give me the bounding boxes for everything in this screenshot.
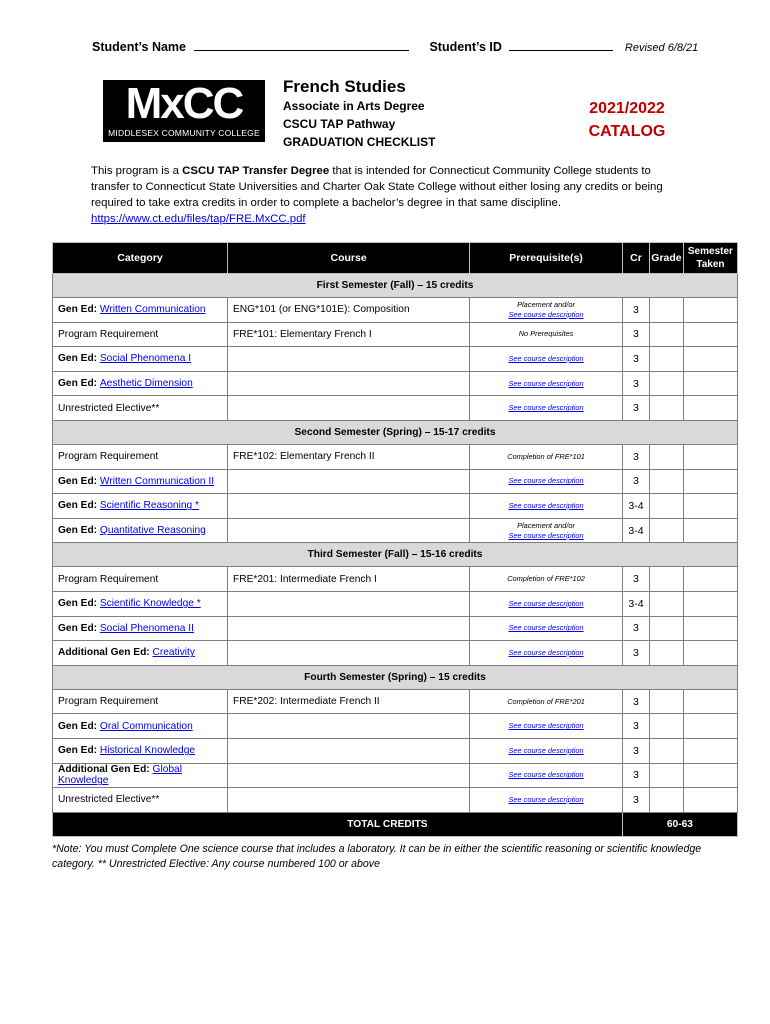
category-link[interactable]: Oral Communication: [99, 720, 193, 732]
prereq-text: Placement and/or: [517, 520, 575, 530]
course-description-link[interactable]: See course description: [508, 794, 584, 804]
credits-cell: 3: [622, 616, 649, 641]
semester-taken-cell[interactable]: [683, 616, 737, 641]
category-prefix: Gen Ed:: [58, 475, 100, 487]
category-cell: [53, 298, 228, 323]
category-text: Program Requirement: [58, 696, 159, 708]
prereq-cell: [470, 518, 623, 543]
semester-title: First Semester (Fall) – 15 credits: [53, 274, 738, 298]
category-cell: [53, 689, 228, 714]
semester-header-row: [53, 274, 738, 298]
logo-mark: MxCC: [125, 79, 243, 128]
category-link[interactable]: Quantitative Reasoning: [99, 525, 206, 537]
course-row: [53, 616, 738, 641]
credits-cell: 3: [622, 322, 649, 347]
prereq-cell: [470, 689, 623, 714]
category-text: Unrestricted Elective**: [58, 402, 160, 414]
prereq-text: Completion of FRE*101: [507, 451, 585, 461]
course-row: [53, 641, 738, 666]
category-cell: [53, 763, 228, 788]
credits-cell: 3: [622, 469, 649, 494]
checklist-title: GRADUATION CHECKLIST: [283, 135, 436, 149]
header-semester-line1: Semester: [687, 246, 733, 257]
course-cell[interactable]: [227, 518, 469, 543]
semester-title: Second Semester (Spring) – 15-17 credits: [53, 420, 738, 444]
credits-cell: 3: [622, 788, 649, 813]
header-grade: Grade: [650, 243, 684, 274]
category-text: Program Requirement: [58, 573, 159, 585]
semester-taken-cell[interactable]: [683, 714, 737, 739]
category-text: Program Requirement: [58, 328, 159, 340]
course-row: [53, 469, 738, 494]
semester-taken-cell[interactable]: [683, 738, 737, 763]
semester-taken-cell[interactable]: [683, 347, 737, 372]
header-category: Category: [53, 243, 228, 274]
student-id-field[interactable]: [509, 40, 613, 51]
grade-cell[interactable]: [650, 591, 684, 616]
category-cell: [53, 444, 228, 469]
course-row: [53, 494, 738, 519]
course-row: [53, 518, 738, 543]
category-cell: [53, 788, 228, 813]
category-prefix: Gen Ed:: [58, 745, 100, 757]
course-cell[interactable]: [227, 494, 469, 519]
category-prefix: Gen Ed:: [58, 720, 100, 732]
revised-date: Revised 6/8/21: [624, 42, 699, 54]
course-description-link[interactable]: See course description: [508, 745, 584, 755]
course-row: [53, 444, 738, 469]
semester-header-row: [53, 543, 738, 567]
prereq-cell: [470, 322, 623, 347]
course-description-link[interactable]: See course description: [508, 500, 584, 510]
header-prereq: Prerequisite(s): [470, 243, 623, 274]
header-cr: Cr: [622, 243, 649, 274]
course-cell[interactable]: FRE*201: Intermediate French I: [227, 567, 469, 592]
semester-header-row: [53, 665, 738, 689]
prereq-text: Placement and/or: [517, 299, 575, 309]
prereq-cell: [470, 714, 623, 739]
category-cell: [53, 347, 228, 372]
category-link[interactable]: Global Knowledge: [58, 764, 182, 787]
pathway-name: CSCU TAP Pathway: [283, 117, 396, 131]
course-cell[interactable]: [227, 371, 469, 396]
course-description-link[interactable]: See course description: [508, 309, 584, 319]
credits-cell: 3: [622, 763, 649, 788]
grade-cell[interactable]: [650, 298, 684, 323]
grade-cell[interactable]: [650, 518, 684, 543]
course-cell[interactable]: [227, 763, 469, 788]
semester-taken-cell[interactable]: [683, 689, 737, 714]
semester-taken-cell[interactable]: [683, 298, 737, 323]
prereq-cell: [470, 469, 623, 494]
category-prefix: Gen Ed:: [58, 525, 100, 537]
prereq-cell: [470, 567, 623, 592]
category-prefix: Additional Gen Ed:: [58, 764, 153, 776]
course-description-link[interactable]: See course description: [508, 623, 584, 633]
grade-cell[interactable]: [650, 763, 684, 788]
course-cell[interactable]: [227, 469, 469, 494]
category-cell: [53, 616, 228, 641]
semester-taken-cell[interactable]: [683, 322, 737, 347]
credits-cell: 3: [622, 396, 649, 421]
course-row: [53, 714, 738, 739]
prereq-text: Completion of FRE*201: [507, 696, 585, 706]
student-name-label: Student’s Name: [92, 40, 187, 54]
course-row: [53, 371, 738, 396]
course-description-link[interactable]: See course description: [508, 403, 584, 413]
prereq-cell: [470, 788, 623, 813]
course-cell[interactable]: [227, 641, 469, 666]
category-prefix: Gen Ed:: [58, 304, 100, 316]
category-link[interactable]: Scientific Reasoning *: [99, 500, 199, 512]
semester-taken-cell[interactable]: [683, 469, 737, 494]
category-text: Program Requirement: [58, 451, 159, 463]
prereq-cell: [470, 444, 623, 469]
college-logo: [103, 80, 265, 142]
grade-cell[interactable]: [650, 738, 684, 763]
prereq-cell: [470, 591, 623, 616]
total-credits-value: 60-63: [622, 812, 737, 836]
course-row: [53, 347, 738, 372]
course-description-link[interactable]: See course description: [508, 530, 584, 540]
semester-taken-cell[interactable]: [683, 763, 737, 788]
table-header-row: [53, 243, 738, 274]
category-cell: [53, 591, 228, 616]
category-cell: [53, 518, 228, 543]
category-prefix: Gen Ed:: [58, 353, 100, 365]
course-description-link[interactable]: See course description: [508, 476, 584, 486]
total-credits-label: TOTAL CREDITS: [53, 812, 623, 836]
semester-taken-cell[interactable]: [683, 591, 737, 616]
prereq-cell: [470, 616, 623, 641]
category-cell: [53, 738, 228, 763]
intro-text-2: that is intended for Connecticut Community College students to transfer to Connecticut State Universities and Charter Oak State College without either losing any credits or being required to take extra credits in order to complete a bachelor’s degree in that same discipline.: [91, 165, 663, 209]
course-cell[interactable]: FRE*102: Elementary French II: [227, 444, 469, 469]
grade-cell[interactable]: [650, 347, 684, 372]
course-row: [53, 738, 738, 763]
credits-cell: 3-4: [622, 494, 649, 519]
credits-cell: 3: [622, 567, 649, 592]
category-prefix: Additional Gen Ed:: [58, 647, 153, 659]
credits-cell: 3: [622, 738, 649, 763]
category-prefix: Gen Ed:: [58, 500, 100, 512]
prereq-text: Completion of FRE*102: [507, 574, 585, 584]
prereq-cell: [470, 396, 623, 421]
category-link[interactable]: Aesthetic Dimension: [99, 378, 193, 390]
prereq-text: No Prerequisites: [518, 329, 574, 339]
course-row: [53, 396, 738, 421]
grade-cell[interactable]: [650, 494, 684, 519]
course-row: [53, 298, 738, 323]
course-cell[interactable]: [227, 714, 469, 739]
course-cell[interactable]: FRE*101: Elementary French I: [227, 322, 469, 347]
intro-text-1: This program is a: [91, 165, 183, 177]
credits-cell: 3: [622, 714, 649, 739]
course-row: [53, 591, 738, 616]
total-credits-row: [53, 812, 738, 836]
prereq-cell: [470, 641, 623, 666]
prereq-cell: [470, 371, 623, 396]
semester-taken-cell[interactable]: [683, 641, 737, 666]
credits-cell: 3: [622, 444, 649, 469]
category-cell: [53, 641, 228, 666]
catalog-label: CATALOG: [588, 123, 666, 140]
semester-taken-cell[interactable]: [683, 788, 737, 813]
header-semester-line2: Taken: [696, 259, 725, 270]
grade-cell[interactable]: [650, 641, 684, 666]
category-link[interactable]: Creativity: [152, 647, 195, 659]
credits-cell: 3: [622, 371, 649, 396]
program-description: [91, 163, 691, 227]
category-link[interactable]: Written Communication II: [99, 475, 215, 487]
grade-cell[interactable]: [650, 396, 684, 421]
course-cell[interactable]: ENG*101 (or ENG*101E): Composition: [227, 298, 469, 323]
category-cell: [53, 322, 228, 347]
prereq-cell: [470, 494, 623, 519]
category-link[interactable]: Social Phenomena II: [99, 622, 194, 634]
category-cell: [53, 396, 228, 421]
footnote: *Note: You must Complete One science course that includes a laboratory. It can be in either the scientific reasoning or scientific knowledge category. ** Unrestricted Elective: Any course numbered 100 or above: [52, 843, 702, 870]
course-description-link[interactable]: See course description: [508, 378, 584, 388]
category-link[interactable]: Scientific Knowledge *: [99, 598, 201, 610]
grade-cell[interactable]: [650, 689, 684, 714]
category-cell: [53, 494, 228, 519]
category-text: Unrestricted Elective**: [58, 794, 160, 806]
course-description-link[interactable]: See course description: [508, 598, 584, 608]
course-cell[interactable]: [227, 591, 469, 616]
catalog-year: 2021/2022: [589, 100, 665, 117]
category-cell: [53, 371, 228, 396]
grade-cell[interactable]: [650, 714, 684, 739]
semester-taken-cell[interactable]: [683, 494, 737, 519]
course-cell[interactable]: FRE*202: Intermediate French II: [227, 689, 469, 714]
program-title: French Studies: [283, 77, 406, 96]
category-prefix: Gen Ed:: [58, 598, 100, 610]
pathway-pdf-link[interactable]: https://www.ct.edu/files/tap/FRE.MxCC.pdf: [91, 213, 306, 225]
course-cell[interactable]: [227, 788, 469, 813]
graduation-checklist-table: [52, 242, 738, 837]
category-cell: [53, 567, 228, 592]
course-cell[interactable]: [227, 396, 469, 421]
grade-cell[interactable]: [650, 616, 684, 641]
course-description-link[interactable]: See course description: [508, 353, 584, 363]
grade-cell[interactable]: [650, 469, 684, 494]
category-cell: [53, 714, 228, 739]
prereq-cell: [470, 347, 623, 372]
prereq-cell: [470, 298, 623, 323]
credits-cell: 3: [622, 689, 649, 714]
semester-title: Third Semester (Fall) – 15-16 credits: [53, 543, 738, 567]
semester-taken-cell[interactable]: [683, 518, 737, 543]
semester-title: Fourth Semester (Spring) – 15 credits: [53, 665, 738, 689]
semester-taken-cell[interactable]: [683, 396, 737, 421]
degree-name: Associate in Arts Degree: [283, 99, 425, 113]
course-cell[interactable]: [227, 738, 469, 763]
course-description-link[interactable]: See course description: [508, 770, 584, 780]
semester-taken-cell[interactable]: [683, 444, 737, 469]
grade-cell[interactable]: [650, 567, 684, 592]
grade-cell[interactable]: [650, 444, 684, 469]
course-cell[interactable]: [227, 347, 469, 372]
credits-cell: 3: [622, 347, 649, 372]
credits-cell: 3-4: [622, 591, 649, 616]
credits-cell: 3-4: [622, 518, 649, 543]
logo-college-name: MIDDLESEX COMMUNITY COLLEGE: [108, 128, 260, 138]
prereq-cell: [470, 738, 623, 763]
grade-cell[interactable]: [650, 371, 684, 396]
credits-cell: 3: [622, 641, 649, 666]
grade-cell[interactable]: [650, 788, 684, 813]
course-row: [53, 689, 738, 714]
intro-bold: CSCU TAP Transfer Degree: [182, 165, 330, 177]
category-link[interactable]: Written Communication: [99, 304, 206, 316]
course-cell[interactable]: [227, 616, 469, 641]
header-semester-taken: [683, 243, 737, 274]
course-row: [53, 567, 738, 592]
student-id-label: Student’s ID: [429, 40, 502, 54]
credits-cell: 3: [622, 298, 649, 323]
category-prefix: Gen Ed:: [58, 378, 100, 390]
semester-header-row: [53, 420, 738, 444]
category-prefix: Gen Ed:: [58, 622, 100, 634]
semester-taken-cell[interactable]: [683, 567, 737, 592]
course-description-link[interactable]: See course description: [508, 647, 584, 657]
prereq-cell: [470, 763, 623, 788]
student-info-line: [92, 40, 698, 54]
course-row: [53, 322, 738, 347]
category-link[interactable]: Social Phenomena I: [99, 353, 192, 365]
category-link[interactable]: Historical Knowledge: [99, 745, 196, 757]
course-description-link[interactable]: See course description: [508, 721, 584, 731]
student-name-field[interactable]: [194, 40, 409, 51]
semester-taken-cell[interactable]: [683, 371, 737, 396]
course-row: [53, 763, 738, 788]
header-course: Course: [227, 243, 469, 274]
category-cell: [53, 469, 228, 494]
grade-cell[interactable]: [650, 322, 684, 347]
course-row: [53, 788, 738, 813]
